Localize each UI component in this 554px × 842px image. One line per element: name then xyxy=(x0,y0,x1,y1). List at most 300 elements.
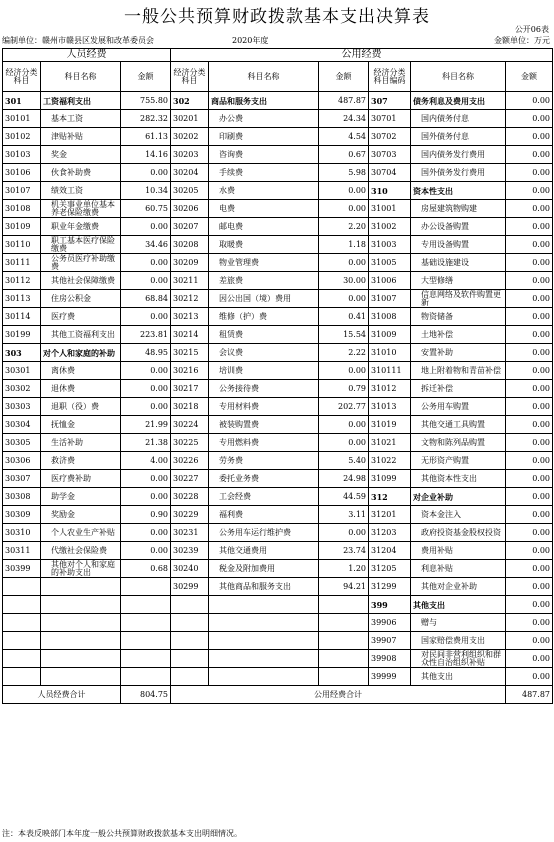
cell-code: 30304 xyxy=(3,416,41,434)
table-row xyxy=(3,308,553,326)
cell-name: 公务用车购置 xyxy=(411,398,506,416)
cell-name: 公务用车运行维护费 xyxy=(209,524,319,542)
cell-amount: 0.00 xyxy=(506,182,553,200)
table-row xyxy=(3,362,553,380)
table-row xyxy=(3,434,553,452)
cell-amount: 0.00 xyxy=(121,398,171,416)
cell-name: 会议费 xyxy=(209,344,319,362)
cell-name: 基本工资 xyxy=(41,110,121,128)
cell-code xyxy=(3,668,41,686)
cell-code: 30204 xyxy=(171,164,209,182)
cell-amount: 3.11 xyxy=(319,506,369,524)
col-name-header: 科目名称 xyxy=(41,62,121,92)
cell-amount: 15.54 xyxy=(319,326,369,344)
cell-name: 退职（役）费 xyxy=(41,398,121,416)
table-row xyxy=(3,596,553,614)
cell-name: 退休费 xyxy=(41,380,121,398)
table-row xyxy=(3,326,553,344)
cell-code: 31013 xyxy=(369,398,411,416)
table-row xyxy=(3,560,553,578)
cell-code: 30702 xyxy=(369,128,411,146)
cell-amount: 0.00 xyxy=(319,362,369,380)
cell-amount xyxy=(121,668,171,686)
cell-amount: 0.00 xyxy=(506,200,553,218)
cell-code: 30111 xyxy=(3,254,41,272)
fiscal-year: 2020年度 xyxy=(232,36,269,45)
cell-amount: 0.00 xyxy=(506,290,553,308)
cell-amount: 0.00 xyxy=(506,578,553,596)
cell-name: 津贴补贴 xyxy=(41,128,121,146)
cell-name: 工资福利支出 xyxy=(41,92,121,110)
cell-amount: 21.99 xyxy=(121,416,171,434)
cell-name: 基础设施建设 xyxy=(411,254,506,272)
table-row xyxy=(3,164,553,182)
cell-amount xyxy=(319,614,369,632)
cell-amount: 0.00 xyxy=(506,416,553,434)
cell-name xyxy=(209,668,319,686)
cell-code: 30207 xyxy=(171,218,209,236)
cell-amount xyxy=(319,668,369,686)
cell-name: 因公出国（境）费用 xyxy=(209,290,319,308)
cell-code: 30109 xyxy=(3,218,41,236)
cell-amount: 0.00 xyxy=(506,272,553,290)
cell-amount: 0.00 xyxy=(121,218,171,236)
table-row xyxy=(3,632,553,650)
cell-amount: 0.00 xyxy=(319,434,369,452)
cell-amount: 0.00 xyxy=(506,488,553,506)
cell-name xyxy=(41,578,121,596)
cell-code: 30199 xyxy=(3,326,41,344)
cell-amount: 0.00 xyxy=(506,560,553,578)
compiling-unit: 编制单位：赣州市赣县区发展和改革委员会 xyxy=(2,36,154,45)
cell-code: 31001 xyxy=(369,200,411,218)
cell-amount: 0.00 xyxy=(506,596,553,614)
cell-name: 住房公积金 xyxy=(41,290,121,308)
cell-name: 其他交通工具购置 xyxy=(411,416,506,434)
cell-code: 30308 xyxy=(3,488,41,506)
cell-code: 30306 xyxy=(3,452,41,470)
table-row xyxy=(3,668,553,686)
cell-name: 取暖费 xyxy=(209,236,319,254)
cell-name: 大型修缮 xyxy=(411,272,506,290)
table-row xyxy=(3,254,553,272)
cell-code: 31021 xyxy=(369,434,411,452)
cell-code: 30226 xyxy=(171,452,209,470)
cell-amount: 24.98 xyxy=(319,470,369,488)
cell-code: 31019 xyxy=(369,416,411,434)
cell-amount: 1.18 xyxy=(319,236,369,254)
cell-code xyxy=(3,596,41,614)
col-name-header: 科目名称 xyxy=(411,62,506,92)
cell-code: 30703 xyxy=(369,146,411,164)
cell-name: 其他支出 xyxy=(411,596,506,614)
cell-code: 30113 xyxy=(3,290,41,308)
cell-name: 其他交通费用 xyxy=(209,542,319,560)
cell-code: 30112 xyxy=(3,272,41,290)
cell-amount: 0.00 xyxy=(121,308,171,326)
table-row xyxy=(3,218,553,236)
cell-code: 31022 xyxy=(369,452,411,470)
cell-code: 30215 xyxy=(171,344,209,362)
table-row xyxy=(3,92,553,110)
cell-amount: 0.00 xyxy=(121,254,171,272)
expenditure-table xyxy=(2,48,553,704)
cell-name: 安置补助 xyxy=(411,344,506,362)
cell-name xyxy=(209,614,319,632)
cell-amount: 0.00 xyxy=(506,218,553,236)
amount-unit: 金额单位：万元 xyxy=(494,36,550,45)
cell-name: 国内债务付息 xyxy=(411,110,506,128)
cell-name: 对个人和家庭的补助 xyxy=(41,344,121,362)
cell-code xyxy=(3,650,41,668)
cell-name xyxy=(209,650,319,668)
cell-code: 30307 xyxy=(3,470,41,488)
col-name-header: 科目名称 xyxy=(209,62,319,92)
cell-name: 其他对企业补助 xyxy=(411,578,506,596)
cell-name: 医疗费补助 xyxy=(41,470,121,488)
cell-name: 办公设备购置 xyxy=(411,218,506,236)
cell-name: 其他工资福利支出 xyxy=(41,326,121,344)
cell-amount: 0.00 xyxy=(506,236,553,254)
cell-code: 30102 xyxy=(3,128,41,146)
table-row xyxy=(3,470,553,488)
cell-code: 30303 xyxy=(3,398,41,416)
cell-name: 邮电费 xyxy=(209,218,319,236)
cell-name: 被装购置费 xyxy=(209,416,319,434)
cell-amount xyxy=(121,632,171,650)
cell-amount: 0.00 xyxy=(506,326,553,344)
cell-code: 30231 xyxy=(171,524,209,542)
cell-amount: 4.54 xyxy=(319,128,369,146)
cell-code: 30701 xyxy=(369,110,411,128)
cell-code: 30310 xyxy=(3,524,41,542)
cell-name: 工会经费 xyxy=(209,488,319,506)
cell-amount xyxy=(121,614,171,632)
cell-name xyxy=(41,614,121,632)
cell-code: 30209 xyxy=(171,254,209,272)
table-row xyxy=(3,344,553,362)
cell-amount: 0.00 xyxy=(506,452,553,470)
table-row xyxy=(3,128,553,146)
cell-name: 手续费 xyxy=(209,164,319,182)
cell-code: 30103 xyxy=(3,146,41,164)
table-row xyxy=(3,110,553,128)
cell-code: 30212 xyxy=(171,290,209,308)
cell-code: 31204 xyxy=(369,542,411,560)
cell-name: 资本性支出 xyxy=(411,182,506,200)
col-code-header: 经济分类科目 xyxy=(3,62,41,92)
table-row xyxy=(3,614,553,632)
cell-name: 资本金注入 xyxy=(411,506,506,524)
cell-code: 30704 xyxy=(369,164,411,182)
table-row xyxy=(3,182,553,200)
cell-name: 救济费 xyxy=(41,452,121,470)
cell-amount: 0.00 xyxy=(319,182,369,200)
cell-name: 其他资本性支出 xyxy=(411,470,506,488)
table-row xyxy=(3,236,553,254)
cell-code xyxy=(171,632,209,650)
cell-amount: 61.13 xyxy=(121,128,171,146)
cell-name: 其他商品和服务支出 xyxy=(209,578,319,596)
cell-name: 职业年金缴费 xyxy=(41,218,121,236)
cell-amount: 0.00 xyxy=(121,164,171,182)
cell-amount: 1.20 xyxy=(319,560,369,578)
cell-name: 绩效工资 xyxy=(41,182,121,200)
cell-code: 30216 xyxy=(171,362,209,380)
col-amount-header: 金额 xyxy=(121,62,171,92)
personnel-total-label: 人员经费合计 xyxy=(3,686,121,704)
cell-amount: 23.74 xyxy=(319,542,369,560)
cell-name: 生活补助 xyxy=(41,434,121,452)
cell-name xyxy=(41,650,121,668)
cell-name: 房屋建筑物购建 xyxy=(411,200,506,218)
cell-amount: 60.75 xyxy=(121,200,171,218)
table-row xyxy=(3,146,553,164)
cell-name: 赠与 xyxy=(411,614,506,632)
cell-amount: 282.32 xyxy=(121,110,171,128)
cell-code: 30299 xyxy=(171,578,209,596)
cell-name: 对企业补助 xyxy=(411,488,506,506)
cell-code: 30114 xyxy=(3,308,41,326)
cell-name: 专用燃料费 xyxy=(209,434,319,452)
cell-amount: 0.00 xyxy=(121,272,171,290)
cell-code: 31005 xyxy=(369,254,411,272)
cell-amount xyxy=(121,650,171,668)
cell-code: 31002 xyxy=(369,218,411,236)
cell-amount: 0.00 xyxy=(121,362,171,380)
cell-name: 土地补偿 xyxy=(411,326,506,344)
cell-amount: 0.00 xyxy=(506,470,553,488)
table-row xyxy=(3,380,553,398)
table-row xyxy=(3,542,553,560)
cell-code: 39908 xyxy=(369,650,411,668)
public-total-label: 公用经费合计 xyxy=(171,686,506,704)
cell-code: 39907 xyxy=(369,632,411,650)
table-row xyxy=(3,524,553,542)
cell-code: 30228 xyxy=(171,488,209,506)
cell-code: 30211 xyxy=(171,272,209,290)
cell-amount: 0.00 xyxy=(319,290,369,308)
cell-amount: 0.00 xyxy=(506,632,553,650)
cell-name: 专用设备购置 xyxy=(411,236,506,254)
col-code-header: 经济分类科目编码 xyxy=(369,62,411,92)
cell-name: 助学金 xyxy=(41,488,121,506)
cell-code: 30399 xyxy=(3,560,41,578)
cell-name: 水费 xyxy=(209,182,319,200)
cell-name: 差旅费 xyxy=(209,272,319,290)
cell-code: 30203 xyxy=(171,146,209,164)
cell-amount: 10.34 xyxy=(121,182,171,200)
cell-name: 离休费 xyxy=(41,362,121,380)
cell-code: 30206 xyxy=(171,200,209,218)
cell-amount: 0.00 xyxy=(506,614,553,632)
cell-name: 国外债务发行费用 xyxy=(411,164,506,182)
cell-name: 委托业务费 xyxy=(209,470,319,488)
cell-code: 30224 xyxy=(171,416,209,434)
cell-name: 债务利息及费用支出 xyxy=(411,92,506,110)
cell-name: 其他对个人和家庭的补助支出 xyxy=(41,560,121,578)
cell-name: 专用材料费 xyxy=(209,398,319,416)
cell-name xyxy=(209,632,319,650)
table-row xyxy=(3,290,553,308)
cell-amount: 0.00 xyxy=(506,524,553,542)
cell-amount: 0.00 xyxy=(506,128,553,146)
cell-code: 39999 xyxy=(369,668,411,686)
cell-amount: 0.00 xyxy=(506,110,553,128)
cell-code: 30301 xyxy=(3,362,41,380)
cell-name: 伙食补助费 xyxy=(41,164,121,182)
cell-amount: 0.00 xyxy=(506,146,553,164)
cell-name: 医疗费 xyxy=(41,308,121,326)
cell-amount: 0.00 xyxy=(506,398,553,416)
cell-amount: 0.00 xyxy=(319,254,369,272)
cell-code: 30213 xyxy=(171,308,209,326)
cell-name: 国家赔偿费用支出 xyxy=(411,632,506,650)
cell-name: 抚恤金 xyxy=(41,416,121,434)
cell-code: 30225 xyxy=(171,434,209,452)
cell-name: 代缴社会保险费 xyxy=(41,542,121,560)
cell-code: 307 xyxy=(369,92,411,110)
cell-code: 30101 xyxy=(3,110,41,128)
footnote: 注：本表反映部门本年度一般公共预算财政拨款基本支出明细情况。 xyxy=(2,829,242,838)
cell-code: 31009 xyxy=(369,326,411,344)
cell-amount: 755.80 xyxy=(121,92,171,110)
personnel-header: 人员经费 xyxy=(3,49,171,62)
cell-amount: 0.00 xyxy=(319,416,369,434)
cell-code: 30311 xyxy=(3,542,41,560)
cell-name: 拆迁补偿 xyxy=(411,380,506,398)
cell-code: 31010 xyxy=(369,344,411,362)
cell-name xyxy=(209,596,319,614)
cell-name: 办公费 xyxy=(209,110,319,128)
personnel-total-value: 804.75 xyxy=(121,686,171,704)
cell-code: 303 xyxy=(3,344,41,362)
cell-amount: 4.00 xyxy=(121,452,171,470)
cell-amount: 0.00 xyxy=(121,488,171,506)
cell-amount: 0.00 xyxy=(506,542,553,560)
form-number: 公开06表 xyxy=(514,25,549,34)
cell-amount: 223.81 xyxy=(121,326,171,344)
cell-name: 其他支出 xyxy=(411,668,506,686)
cell-code: 301 xyxy=(3,92,41,110)
cell-name: 公务员医疗补助缴费 xyxy=(41,254,121,272)
cell-code xyxy=(171,668,209,686)
cell-code xyxy=(171,614,209,632)
cell-code: 31012 xyxy=(369,380,411,398)
table-row xyxy=(3,398,553,416)
cell-amount: 0.67 xyxy=(319,146,369,164)
cell-name: 无形资产购置 xyxy=(411,452,506,470)
cell-code xyxy=(3,632,41,650)
cell-name: 利息补贴 xyxy=(411,560,506,578)
cell-amount: 0.00 xyxy=(506,434,553,452)
cell-amount: 0.00 xyxy=(319,524,369,542)
cell-amount: 0.00 xyxy=(506,308,553,326)
cell-amount: 0.79 xyxy=(319,380,369,398)
cell-code: 30208 xyxy=(171,236,209,254)
cell-name: 物业管理费 xyxy=(209,254,319,272)
cell-name: 信息网络及软件购置更新 xyxy=(411,290,506,308)
cell-code: 31007 xyxy=(369,290,411,308)
cell-code: 31201 xyxy=(369,506,411,524)
cell-name: 政府投资基金股权投资 xyxy=(411,524,506,542)
cell-code: 30218 xyxy=(171,398,209,416)
cell-code: 302 xyxy=(171,92,209,110)
cell-code: 310 xyxy=(369,182,411,200)
cell-amount: 487.87 xyxy=(319,92,369,110)
cell-amount: 0.00 xyxy=(319,200,369,218)
cell-code: 39906 xyxy=(369,614,411,632)
cell-amount: 0.41 xyxy=(319,308,369,326)
cell-name: 其他社会保障缴费 xyxy=(41,272,121,290)
cell-name: 公务接待费 xyxy=(209,380,319,398)
cell-amount xyxy=(319,632,369,650)
cell-amount: 0.00 xyxy=(506,380,553,398)
cell-amount: 14.16 xyxy=(121,146,171,164)
cell-code: 30305 xyxy=(3,434,41,452)
public-total-value: 487.87 xyxy=(506,686,553,704)
cell-amount: 0.00 xyxy=(121,380,171,398)
cell-amount: 0.00 xyxy=(506,164,553,182)
cell-code: 30227 xyxy=(171,470,209,488)
table-row xyxy=(3,452,553,470)
table-row xyxy=(3,650,553,668)
cell-amount: 0.00 xyxy=(506,650,553,668)
cell-code: 30309 xyxy=(3,506,41,524)
cell-amount: 94.21 xyxy=(319,578,369,596)
cell-name: 个人农业生产补贴 xyxy=(41,524,121,542)
cell-code xyxy=(171,650,209,668)
cell-code: 31205 xyxy=(369,560,411,578)
cell-amount: 21.38 xyxy=(121,434,171,452)
table-row xyxy=(3,506,553,524)
cell-name: 劳务费 xyxy=(209,452,319,470)
cell-code: 310111 xyxy=(369,362,411,380)
cell-amount xyxy=(319,596,369,614)
cell-code: 31099 xyxy=(369,470,411,488)
cell-name: 职工基本医疗保险缴费 xyxy=(41,236,121,254)
cell-amount: 0.00 xyxy=(506,506,553,524)
cell-name: 地上附着物和青苗补偿 xyxy=(411,362,506,380)
cell-code: 31003 xyxy=(369,236,411,254)
totals-row xyxy=(3,686,553,704)
cell-amount: 30.00 xyxy=(319,272,369,290)
cell-amount: 2.22 xyxy=(319,344,369,362)
cell-amount: 0.00 xyxy=(121,524,171,542)
cell-name: 福利费 xyxy=(209,506,319,524)
cell-name xyxy=(41,596,121,614)
cell-amount: 0.00 xyxy=(506,92,553,110)
table-row xyxy=(3,578,553,596)
cell-amount xyxy=(121,578,171,596)
cell-amount: 5.40 xyxy=(319,452,369,470)
cell-amount: 0.00 xyxy=(506,254,553,272)
cell-code: 30106 xyxy=(3,164,41,182)
cell-name: 对民间非营利组织和群众性自治组织补贴 xyxy=(411,650,506,668)
cell-amount: 0.00 xyxy=(506,668,553,686)
table-row xyxy=(3,272,553,290)
cell-name: 电费 xyxy=(209,200,319,218)
report-meta xyxy=(2,35,552,47)
cell-amount: 24.34 xyxy=(319,110,369,128)
cell-code: 30107 xyxy=(3,182,41,200)
cell-amount: 0.90 xyxy=(121,506,171,524)
cell-code: 30302 xyxy=(3,380,41,398)
cell-code: 30229 xyxy=(171,506,209,524)
cell-code: 30201 xyxy=(171,110,209,128)
cell-name: 维修（护）费 xyxy=(209,308,319,326)
cell-name: 奖励金 xyxy=(41,506,121,524)
